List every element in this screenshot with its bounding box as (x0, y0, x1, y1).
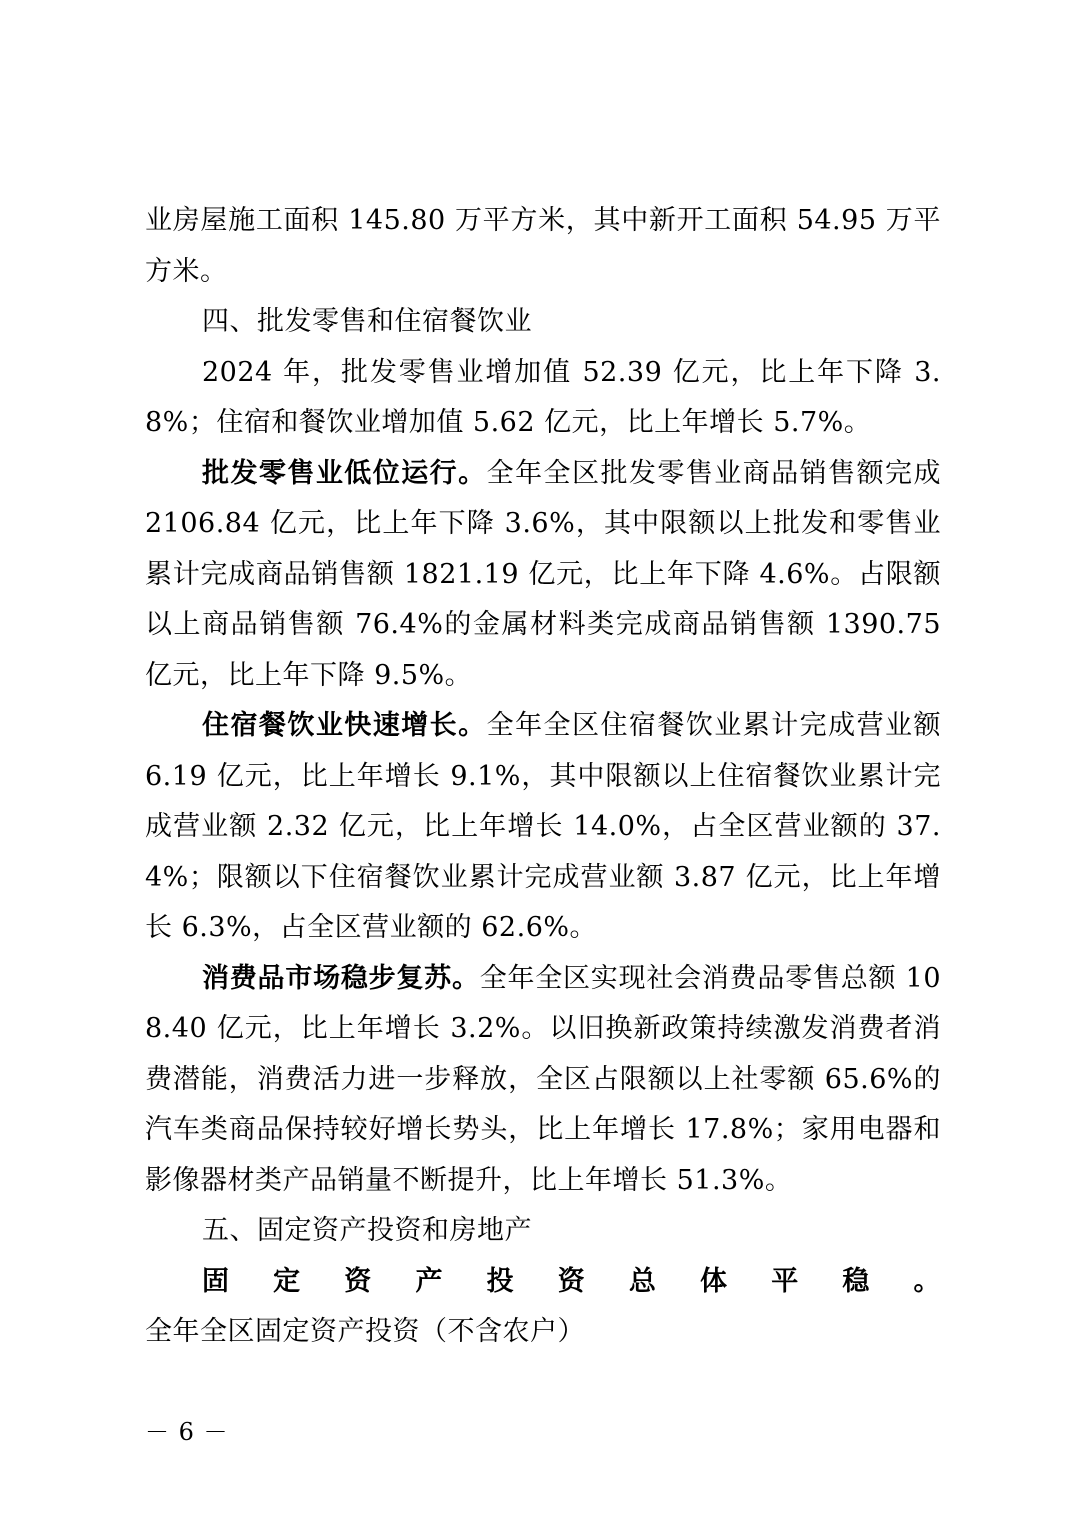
paragraph-consumer-market (145, 954, 941, 1207)
paragraph-lead-fixed-assets: 固定资产投资总体平稳。 (202, 1265, 941, 1297)
paragraph-wholesale-retail (145, 449, 941, 702)
paragraph-body-fixed-assets: 全年全区固定资产投资（不含农户） (145, 1316, 585, 1347)
paragraph-fixed-assets (145, 1257, 941, 1358)
paragraph-construction-area: 业房屋施工面积 145.80 万平方米，其中新开工面积 54.95 万平方米。 (145, 205, 941, 287)
page-number: － 6 － (145, 1418, 229, 1446)
paragraph-lead-wholesale: 批发零售业低位运行。 (202, 457, 487, 489)
paragraph-lead-accommodation: 住宿餐饮业快速增长。 (202, 710, 487, 741)
paragraph-body-wholesale: 全年全区批发零售业商品销售额完成 2106.84 亿元，比上年下降 3.6%，其中限额以上批发和零售业累计完成商品销售额 1821.19 亿元，比上年下降 4.6%。占限额以上商品销售额 76.4%的金属材料类完成商品销售额 1390.75 亿元，比上年下降 9.5%。 (145, 457, 942, 691)
paragraph-accommodation-catering (145, 701, 941, 954)
paragraph-body-accommodation: 全年全区住宿餐饮业累计完成营业额 6.19 亿元，比上年增长 9.1%，其中限额以上住宿餐饮业累计完成营业额 2.32 亿元，比上年增长 14.0%，占全区营业额的 37.4%；限额以下住宿餐饮业累计完成营业额 3.87 亿元，比上年增长 6.3%，占全区营业额的 62.6%。 (145, 710, 942, 943)
paragraph-lead-consumer: 消费品市场稳步复苏。 (202, 962, 480, 994)
document-body (145, 196, 941, 1358)
section-heading-wholesale-retail: 四、批发零售和住宿餐饮业 (202, 306, 532, 337)
paragraph-value-added: 2024 年，批发零售业增加值 52.39 亿元，比上年下降 3.8%；住宿和餐饮业增加值 5.62 亿元，比上年增长 5.7%。 (145, 356, 941, 438)
section-heading-fixed-assets: 五、固定资产投资和房地产 (202, 1215, 532, 1246)
paragraph-body-consumer: 全年全区实现社会消费品零售总额 108.40 亿元，比上年增长 3.2%。以旧换新政策持续激发消费者消费潜能，消费活力进一步释放，全区占限额以上社零额 65.6%的汽车类商品保持较好增长势头，比上年增长 17.8%；家用电器和影像器材类产品销量不断提升，比上年增长 51.3%。 (145, 962, 941, 1196)
